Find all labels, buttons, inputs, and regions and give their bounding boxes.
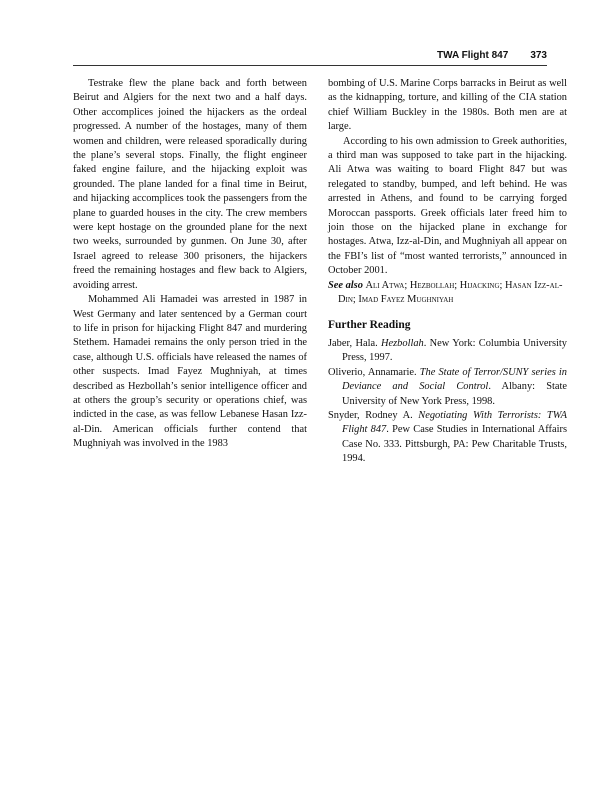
right-column	[328, 77, 567, 467]
reference-publication: . Albany: State University of New York Press, 1998.	[342, 381, 567, 407]
reference-entry	[328, 337, 567, 366]
reference-entry	[328, 409, 567, 467]
see-also	[328, 279, 567, 308]
body-paragraph: Testrake flew the plane back and forth between Beirut and Algiers for the next two and a half days. Other accomplices joined the hijackers as the ordeal progressed. A number of the hostages, many of them women and children, were released sporadically during the plane’s several stops. Finally, the flight engineer faked engine failure, and the hijacking exploit was grounded. The plane landed for a final time in Beirut, and hijacking accomplices took the passengers from the plane to guarded houses in the city. The crew members were kept hostage on the grounded plane for the next two weeks, surrounded by gunmen. On June 30, after Israel agreed to release 300 prisoners, the hijackers freed the remaining hostages and flew back to Algiers, avoiding arrest.	[73, 78, 307, 291]
body-paragraph: bombing of U.S. Marine Corps barracks in Beirut as well as the kidnapping, torture, and killing of the CIA station chief William Buckley in the 1980s. Both men are at large.	[328, 78, 567, 133]
reference-title: Hezbollah	[381, 337, 424, 349]
reference-author: Snyder, Rodney A.	[328, 409, 419, 421]
see-also-entries: Ali Atwa; Hezbollah; Hijacking; Hasan Izz-al-Din; Imad Fayez Mughniyah	[338, 279, 563, 306]
reference-author: Oliverio, Annamarie.	[328, 366, 420, 378]
reference-publication: . Pew Case Studies in International Affairs Case No. 333. Pittsburgh, PA: Pew Charitable Trusts, 1994.	[342, 424, 567, 465]
reference-entry	[328, 366, 567, 409]
body-paragraph: According to his own admission to Greek authorities, a third man was supposed to take part in the hijacking. Ali Atwa was waiting to board Flight 847 but was relegated to standby, bumped, and left behind. He was arrested in Athens, and found to be carrying forged Moroccan passports. Greek officials later freed him to join those on the hijacked plane in exchange for hostages. Atwa, Izz-al-Din, and Mughniyah all appear on the FBI’s list of “most wanted terrorists,” announced in October 2001.	[328, 135, 567, 277]
reference-publication: . New York: Columbia University Press, 1997.	[342, 337, 567, 364]
reference-author: Jaber, Hala.	[328, 337, 382, 349]
left-column	[73, 77, 307, 452]
running-title: TWA Flight 847	[437, 50, 509, 61]
running-header	[73, 43, 547, 66]
page-number: 373	[530, 50, 547, 61]
further-reading-heading: Further Reading	[328, 318, 411, 331]
reference-title: The State of Terror/SUNY series in Deviance and Social Control	[342, 366, 567, 393]
body-paragraph: Mohammed Ali Hamadei was arrested in 1987 in West Germany and later sentenced by a German court to life in prison for hijacking Flight 847 and murdering Stethem. Hamadei remains the only person tried in the case, although U.S. officials have released the names of other suspects. Imad Fayez Mughniyah, at times described as Hezbollah’s senior intelligence officer and at others the group’s security or operations chief, was indicted in the case, as was fellow Lebanese Hasan Izz-al-Din. American officials further contend that Mughniyah was involved in the 1983	[73, 294, 307, 450]
see-also-label: See also	[328, 279, 363, 291]
reference-title: Negotiating With Terrorists: TWA Flight 847	[342, 409, 567, 436]
